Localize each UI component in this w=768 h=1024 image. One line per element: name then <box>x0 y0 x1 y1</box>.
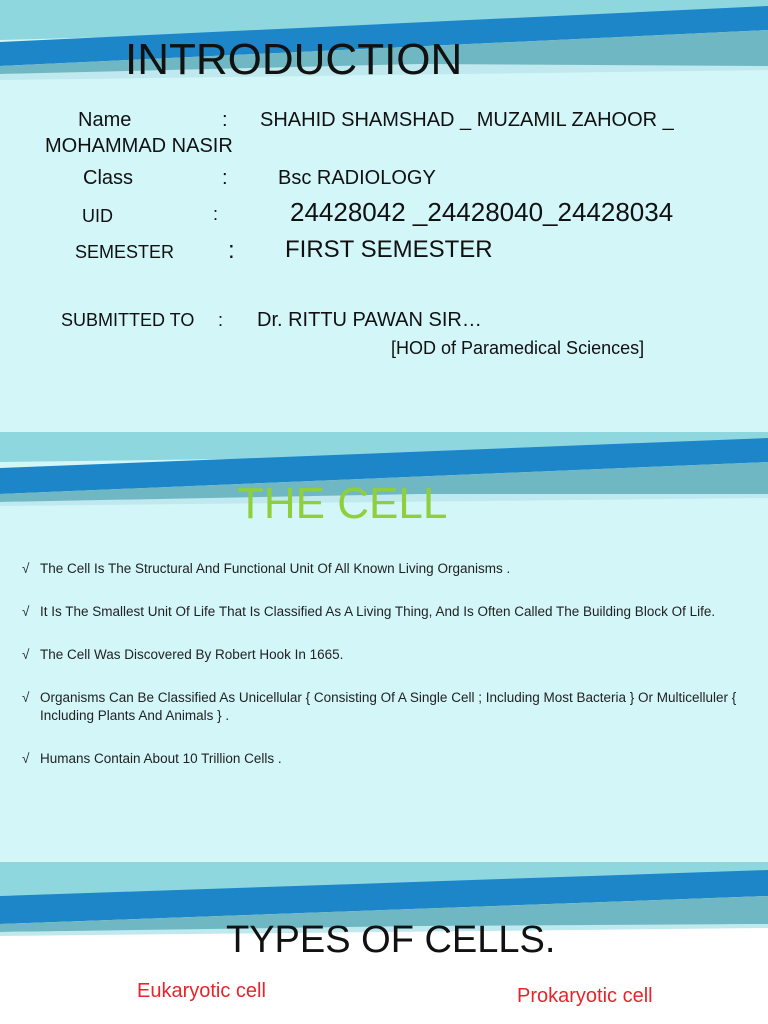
list-item-text: The Cell Was Discovered By Robert Hook In 1665. <box>40 647 344 662</box>
list-item <box>22 646 742 664</box>
slide-the-cell <box>0 432 768 862</box>
semester-label: SEMESTER <box>75 242 175 262</box>
submitted-to-role: [HOD of Paramedical Sciences] <box>391 338 645 358</box>
class-value: Bsc RADIOLOGY <box>278 167 436 189</box>
class-colon: : <box>222 167 228 189</box>
list-item-text: Organisms Can Be Classified As Unicellular { Consisting Of A Single Cell ; Including Most Bacteria } Or Multicelluler { Including Plants And Animals } . <box>40 690 737 723</box>
list-item <box>22 750 742 768</box>
eukaryotic-cell-label: Eukaryotic cell <box>137 980 266 1002</box>
uid-colon: : <box>213 204 219 224</box>
list-item <box>22 689 742 725</box>
check-mark-icon: √ <box>22 751 30 766</box>
cell-facts-list <box>22 560 742 793</box>
submitted-to-value: Dr. RITTU PAWAN SIR… <box>257 309 482 331</box>
slide-title: INTRODUCTION <box>125 35 463 84</box>
check-mark-icon: √ <box>22 647 30 662</box>
name-value-continued: MOHAMMAD NASIR <box>45 135 233 157</box>
slide-title: THE CELL <box>237 479 448 528</box>
list-item-text: Humans Contain About 10 Trillion Cells . <box>40 751 282 766</box>
slide-types-of-cells <box>0 862 768 1024</box>
semester-value: FIRST SEMESTER <box>285 236 493 263</box>
check-mark-icon: √ <box>22 561 30 576</box>
check-mark-icon: √ <box>22 690 30 705</box>
list-item-text: It Is The Smallest Unit Of Life That Is Classified As A Living Thing, And Is Often Called The Building Block Of Life. <box>40 604 716 619</box>
submitted-to-label: SUBMITTED TO <box>61 310 195 330</box>
uid-label: UID <box>82 206 113 226</box>
list-item <box>22 560 742 578</box>
semester-colon: : <box>228 237 235 264</box>
slide-title: TYPES OF CELLS. <box>226 919 556 961</box>
slide-introduction <box>0 0 768 432</box>
check-mark-icon: √ <box>22 604 30 619</box>
submitted-to-colon: : <box>218 310 224 330</box>
prokaryotic-cell-label: Prokaryotic cell <box>517 985 653 1007</box>
list-item <box>22 603 742 621</box>
uid-value: 24428042 _24428040_24428034 <box>290 197 674 227</box>
name-colon: : <box>222 109 228 131</box>
name-value: SHAHID SHAMSHAD _ MUZAMIL ZAHOOR _ <box>260 109 674 131</box>
name-label: Name <box>78 109 132 131</box>
class-label: Class <box>83 167 134 189</box>
list-item-text: The Cell Is The Structural And Functional Unit Of All Known Living Organisms . <box>40 561 511 576</box>
